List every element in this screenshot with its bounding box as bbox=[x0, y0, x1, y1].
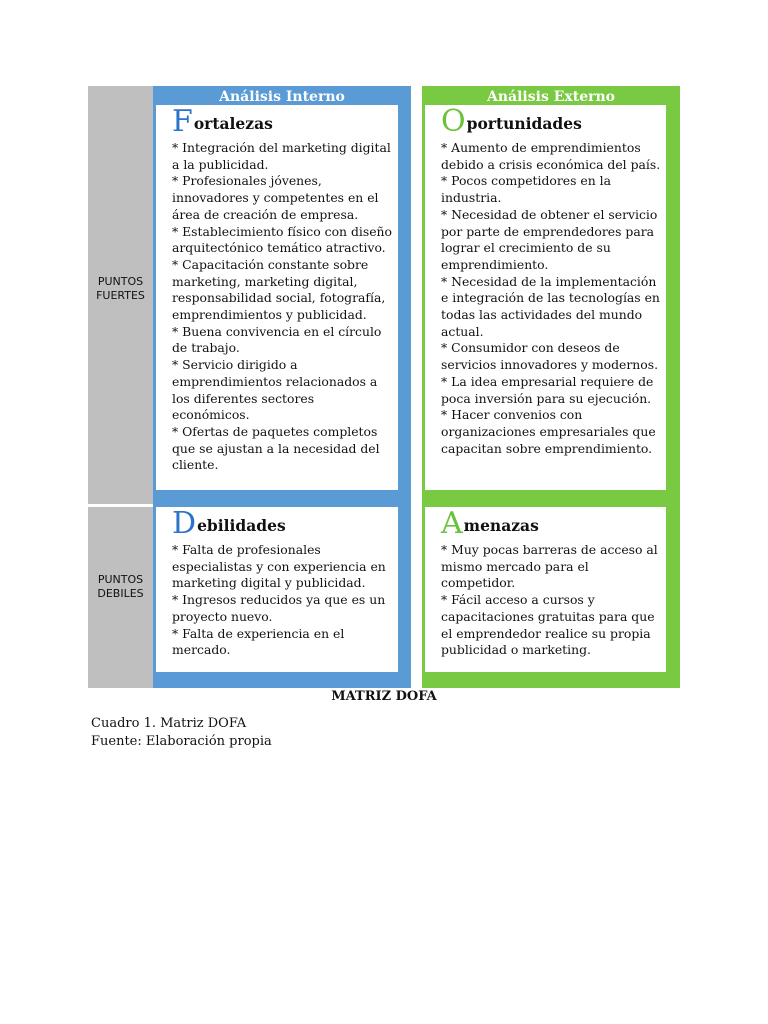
threats-title: Amenazas bbox=[441, 506, 539, 541]
list-item: * Ingresos reducidos ya que es un proyecto nuevo. bbox=[172, 592, 386, 624]
list-item: * Falta de experiencia en el mercado. bbox=[172, 625, 345, 658]
strengths-title: Fortalezas bbox=[172, 104, 273, 139]
opportunities-box bbox=[425, 105, 666, 490]
list-item: * Capacitación constante sobre marketing, marketing digital, responsabilidad social, fotografía, emprendimientos y publicidad. bbox=[172, 256, 386, 323]
list-item: * Servicio dirigido a emprendimientos relacionados a los diferentes sectores económicos. bbox=[172, 357, 378, 423]
list-item: * Profesionales jóvenes, innovadores y competentes en el área de creación de empresa. bbox=[172, 173, 379, 222]
external-analysis-header: Análisis Externo bbox=[487, 89, 615, 105]
list-item: * Buena convivencia en el círculo de trabajo. bbox=[172, 323, 382, 356]
caption-line-2: Fuente: Elaboración propia bbox=[91, 734, 272, 749]
row-label-weaknesses: PUNTOS DEBILES bbox=[97, 573, 144, 600]
opportunities-title: Oportunidades bbox=[441, 104, 582, 139]
list-item: * Integración del marketing digital a la publicidad. bbox=[172, 140, 391, 172]
internal-analysis-header: Análisis Interno bbox=[219, 89, 345, 105]
weaknesses-box bbox=[156, 507, 398, 672]
list-item: * Aumento de emprendimientos debido a crisis económica del país. bbox=[441, 140, 661, 172]
opportunities-list bbox=[441, 140, 661, 457]
list-item: * Consumidor con deseos de servicios innovadores y modernos. bbox=[441, 340, 659, 373]
list-item: * Necesidad de la implementación e integración de las tecnologías en todas las actividades del mundo actual. bbox=[441, 273, 660, 339]
threats-box bbox=[425, 507, 666, 672]
list-item: * Necesidad de obtener el servicio por parte de emprendedores para lograr el crecimiento de su emprendimiento. bbox=[441, 206, 658, 272]
list-item: * Pocos competidores en la industria. bbox=[441, 173, 612, 206]
list-item: * Fácil acceso a cursos y capacitaciones gratuitas para que el emprendedor realice su propia publicidad o marketing. bbox=[441, 592, 655, 658]
list-item: * Establecimiento físico con diseño arquitectónico temático atractivo. bbox=[172, 223, 392, 256]
list-item: * La idea empresarial requiere de poca inversión para su ejecución. bbox=[441, 373, 654, 406]
weaknesses-title: Debilidades bbox=[172, 506, 286, 541]
threats-list bbox=[441, 542, 661, 659]
strengths-box bbox=[156, 105, 398, 490]
row-label-strengths: PUNTOS FUERTES bbox=[96, 275, 145, 302]
list-item: * Hacer convenios con organizaciones empresariales que capacitan sobre emprendimiento. bbox=[441, 407, 656, 456]
list-item: * Muy pocas barreras de acceso al mismo mercado para el competidor. bbox=[441, 542, 658, 591]
weaknesses-list bbox=[172, 542, 393, 659]
list-item: * Ofertas de paquetes completos que se ajustan a la necesidad del cliente. bbox=[172, 423, 380, 473]
strengths-list bbox=[172, 140, 393, 474]
list-item: * Falta de profesionales especialistas y con experiencia en marketing digital y publicidad. bbox=[172, 542, 386, 591]
caption-line-1: Cuadro 1. Matriz DOFA bbox=[91, 716, 247, 731]
matrix-title: MATRIZ DOFA bbox=[331, 689, 437, 704]
